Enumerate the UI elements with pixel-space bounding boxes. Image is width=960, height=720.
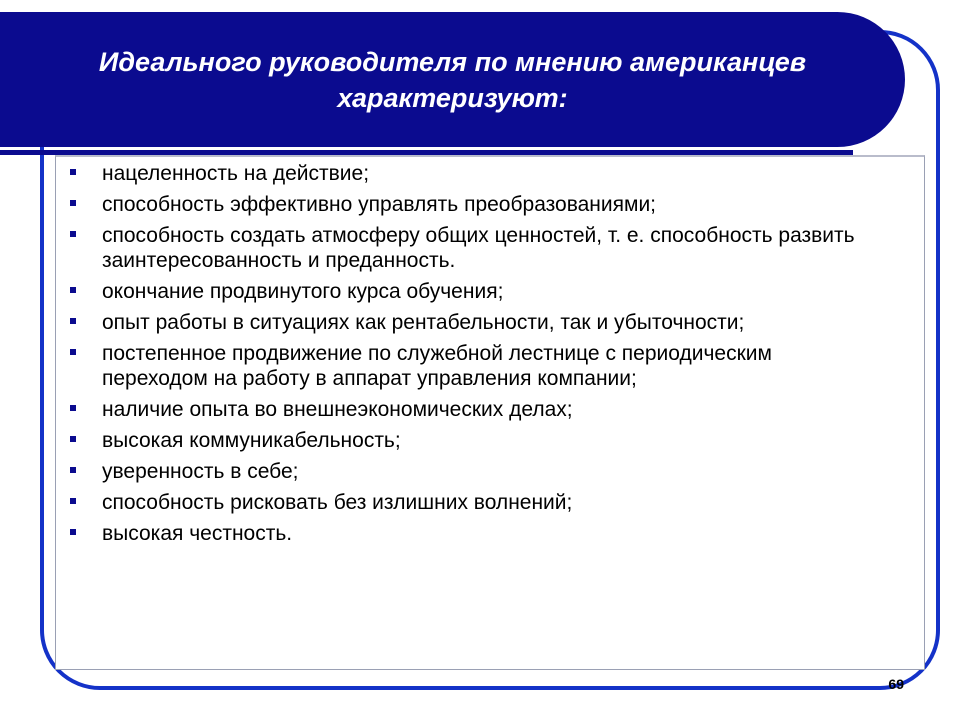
list-item-text: постепенное продвижение по служебной лестнице с периодическим переходом на работу в аппарат управления компании; [102,342,772,390]
list-item [56,310,862,335]
square-bullet-icon [70,436,76,442]
list-item [56,223,862,273]
content-box [55,155,925,670]
square-bullet-icon [70,529,76,535]
list-item-text: способность рисковать без излишних волнений; [102,491,573,514]
list-item-text: опыт работы в ситуациях как рентабельности, так и убыточности; [102,311,745,334]
list-item-text: высокая коммуникабельность; [102,429,401,452]
bullet-list [56,157,924,546]
page-number: 69 [888,676,904,692]
square-bullet-icon [70,318,76,324]
list-item-text: нацеленность на действие; [102,162,370,185]
square-bullet-icon [70,200,76,206]
slide-title-line-1: Идеального руководителя по мнению американцев [98,46,807,77]
square-bullet-icon [70,467,76,473]
list-item [56,341,862,391]
list-item [56,490,862,515]
square-bullet-icon [70,405,76,411]
square-bullet-icon [70,169,76,175]
list-item [56,397,862,422]
square-bullet-icon [70,287,76,293]
list-item [56,192,862,217]
list-item-text: способность создать атмосферу общих ценностей, т. е. способность развить заинтересованность и преданность. [102,224,855,272]
list-item-text: окончание продвинутого курса обучения; [102,280,504,303]
list-item [56,459,862,484]
list-item-text: наличие опыта во внешнеэкономических делах; [102,398,573,421]
list-item [56,279,862,304]
list-item-text: способность эффективно управлять преобразованиями; [102,193,657,216]
square-bullet-icon [70,231,76,237]
title-banner [0,12,905,147]
list-item-text: высокая честность. [102,522,293,545]
list-item-text: уверенность в себе; [102,460,299,483]
square-bullet-icon [70,349,76,355]
slide-title-line-2: характеризуют: [337,82,568,113]
list-item [56,521,862,546]
square-bullet-icon [70,498,76,504]
list-item [56,428,862,453]
list-item [56,161,862,186]
